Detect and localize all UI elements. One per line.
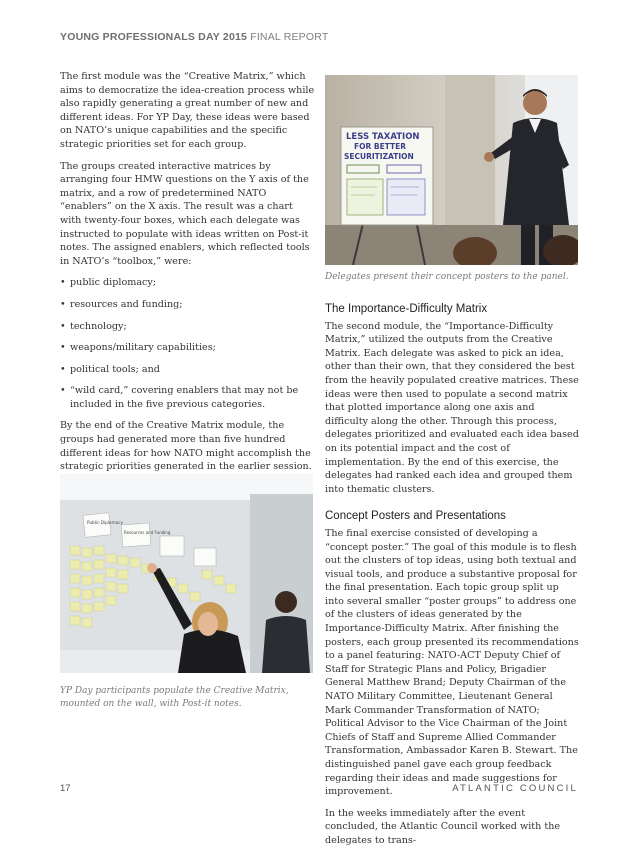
matrix-wall-photo-illustration xyxy=(60,474,313,673)
left-column xyxy=(60,70,315,482)
list-item: • political tools; and xyxy=(60,363,315,377)
poster-headline-line3: SECURITIZATION xyxy=(344,152,414,161)
list-item: • “wild card,” covering enablers that may not be included in the five previous categories. xyxy=(60,384,315,411)
photo-poster-presentation xyxy=(325,75,578,265)
header-title-bold: YOUNG PROFESSIONALS DAY 2015 xyxy=(60,31,248,43)
paragraph-post-event: In the weeks immediately after the event concluded, the Atlantic Council worked with the delegates to trans- xyxy=(325,807,561,846)
caption-photo-presentation: Delegates present their concept posters to the panel. xyxy=(325,272,569,282)
heading-concept-posters: Concept Posters and Presentations xyxy=(325,510,506,523)
paragraph-importance-difficulty: The second module, the “Importance-Difficulty Matrix,” utilized the outputs from the Creative Matrix. Each delegate was asked to pick an idea, other than their own, that they considered the best from the heavily populated creative matrices. These ideas were then used to populate a second matrix that plotted importance along one axis and difficulty along the other. Through this process, delegates prioritized and evaluated each idea based on its potential impact and the cost of implementation. By the end of this exercise, the delegates had ranked each idea and grouped them into thematic clusters. xyxy=(325,320,579,495)
paragraph-creative-matrix-intro: The first module was the “Creative Matrix,” which aims to democratize the idea-creation process while also rapidly generating a great number of new and different ideas. For YP Day, these ideas were based on NATO’s unique capabilities and the specific strategic priorities set for each group. xyxy=(60,71,315,150)
list-item: • resources and funding; xyxy=(60,298,315,312)
list-item: • weapons/military capabilities; xyxy=(60,341,315,355)
caption-photo-matrix-wall: YP Day participants populate the Creative Matrix, mounted on the wall, with Post-it notes. xyxy=(60,686,289,709)
poster-headline-line1: LESS TAXATION xyxy=(346,132,420,142)
presentation-photo-illustration xyxy=(325,75,578,265)
page-number: 17 xyxy=(60,783,71,794)
card-label-public-diplomacy: Public Diplomacy xyxy=(87,520,123,525)
header-title-rest: FINAL REPORT xyxy=(250,31,329,43)
photo-creative-matrix-wall xyxy=(60,474,313,673)
running-header xyxy=(60,31,328,43)
paragraph-concept-posters: The final exercise consisted of developing a “concept poster.” The goal of this module is to flesh out the clusters of top ideas, using both textual and visual tools, and produce a substantive proposal for the final presentation. Each topic group split up into several smaller “poster groups” to address one of the clusters of ideas generated by the Importance-Difficulty Matrix. After finishing the posters, each group presented its recommendations to a panel featuring: NATO-ACT Deputy Chief of Staff for Strategic Plans and Policy, Brigadier General Matthew Brand; Deputy Chairman of the NATO Military Committee, Lieutenant General Mark Commander Transformation of NATO; Political Advisor to the Vice Chairman of the Joint Chiefs of Staff and Supreme Allied Commander Transformation, Ambassador Karen B. Stewart. The distinguished panel gave each group feedback regarding their ideas and made suggestions for improvement. xyxy=(325,527,579,798)
paragraph-matrix-result: By the end of the Creative Matrix module, the groups had generated more than five hundred different ideas for how NATO might accomplish the strategic priorities generated in the earlier session. xyxy=(60,420,312,473)
footer-organization: ATLANTIC COUNCIL xyxy=(452,783,578,794)
list-item: • technology; xyxy=(60,320,315,334)
poster-headline-line2: FOR BETTER xyxy=(354,142,407,151)
paragraph-matrix-description: The groups created interactive matrices by arranging four HMW questions on the Y axis of the matrix, and a row of predetermined NATO “enablers” on the X axis. The result was a chart with twenty-four boxes, which each delegate was instructed to populate with ideas written on Post-it notes. The assigned enablers, which reflected tools in NATO’s “toolbox,” were: xyxy=(60,160,310,267)
heading-importance-difficulty-matrix: The Importance-Difficulty Matrix xyxy=(325,303,488,315)
card-label-resources-funding: Resources and Funding xyxy=(124,530,171,535)
enablers-list xyxy=(60,276,315,411)
right-column xyxy=(325,303,580,856)
concept-poster xyxy=(341,127,433,225)
list-item: • public diplomacy; xyxy=(60,276,315,290)
